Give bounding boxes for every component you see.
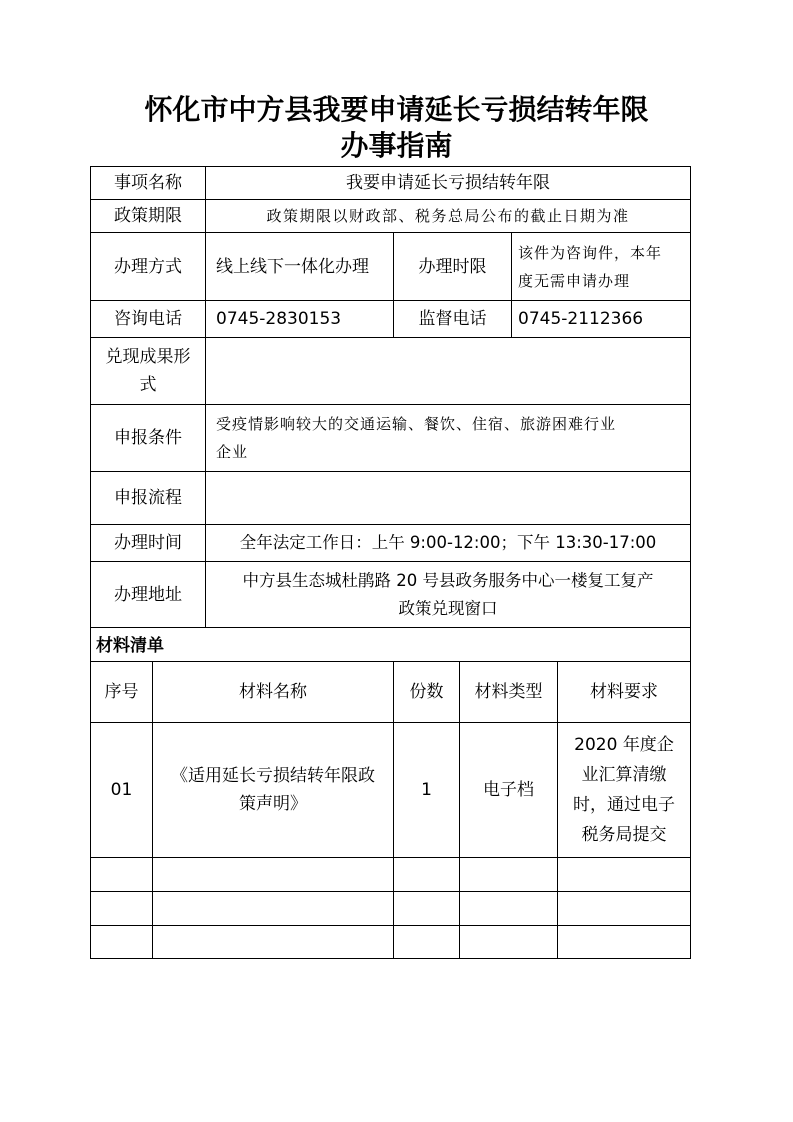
office-hours-label: 办理时间 xyxy=(114,533,182,553)
supervise-phone-label: 监督电话 xyxy=(418,309,487,329)
time-limit-label: 办理时限 xyxy=(418,256,487,277)
policy-period-value: 政策期限以财政部、税务总局公布的截止日期为准 xyxy=(266,207,630,225)
material-req-line-3: 时，通过电子 xyxy=(573,795,675,815)
item-name-label: 事项名称 xyxy=(114,173,182,193)
time-limit-value-line-2: 度无需申请办理 xyxy=(518,271,631,290)
materials-section-title: 材料清单 xyxy=(96,636,164,656)
time-limit-value-line-1: 该件为咨询件，本年 xyxy=(518,243,663,262)
material-requirement xyxy=(558,723,690,857)
header-type: 材料类型 xyxy=(474,682,543,702)
material-type: 电子档 xyxy=(483,780,534,800)
header-no: 序号 xyxy=(104,682,139,702)
conditions-value-line-1: 受疫情影响较大的交通运输、餐饮、住宿、旅游困难行业 xyxy=(216,415,617,433)
table-border xyxy=(90,891,691,892)
item-name-value: 我要申请延长亏损结转年限 xyxy=(346,173,550,193)
table-border xyxy=(90,958,691,959)
address-value-line-2: 政策兑现窗口 xyxy=(398,598,498,618)
table-border xyxy=(690,166,691,627)
process-value xyxy=(206,472,690,524)
table-border xyxy=(90,857,691,858)
header-requirement: 材料要求 xyxy=(590,682,658,702)
material-name-line-2: 策声明》 xyxy=(239,794,307,814)
handling-method-value: 线上线下一体化办理 xyxy=(216,256,369,277)
table-border xyxy=(690,627,691,959)
supervise-phone-value: 0745-2112366 xyxy=(518,309,644,329)
conditions-value-line-2: 企业 xyxy=(216,443,249,461)
material-req-line-4: 税务局提交 xyxy=(581,825,667,845)
consult-phone-value: 0745-2830153 xyxy=(216,309,342,329)
policy-period-label: 政策期限 xyxy=(114,206,182,226)
address-value-line-1: 中方县生态城杜鹃路 20 号县政务服务中心一楼复工复产 xyxy=(242,570,654,590)
time-limit-value xyxy=(512,233,690,300)
address-label: 办理地址 xyxy=(114,584,182,605)
material-name-line-1: 《适用延长亏损结转年限政 xyxy=(171,766,375,786)
page-title-line-2: 办事指南 xyxy=(340,129,453,162)
office-hours-value: 全年法定工作日：上午 9:00-12:00；下午 13:30-17:00 xyxy=(239,533,657,552)
page-title-line-1: 怀化市中方县我要申请延长亏损结转年限 xyxy=(144,93,649,126)
result-form-label-line-1: 兑现成果形 xyxy=(105,347,191,367)
table-border xyxy=(90,925,691,926)
material-req-line-1: 2020 年度企 xyxy=(574,735,674,755)
handling-method-label: 办理方式 xyxy=(114,256,182,277)
result-form-label xyxy=(91,338,205,404)
result-form-label-line-2: 式 xyxy=(139,375,157,395)
conditions-label: 申报条件 xyxy=(114,428,182,448)
result-form-value xyxy=(206,338,690,404)
process-label: 申报流程 xyxy=(114,488,182,508)
conditions-value xyxy=(206,405,690,471)
material-name xyxy=(153,723,393,857)
table-border xyxy=(90,627,691,628)
consult-phone-label: 咨询电话 xyxy=(114,309,182,329)
material-copies: 1 xyxy=(421,780,432,800)
address-value xyxy=(206,562,690,627)
header-name: 材料名称 xyxy=(239,682,307,702)
material-no: 01 xyxy=(110,780,133,800)
header-copies: 份数 xyxy=(409,682,444,702)
material-req-line-2: 业汇算清缴 xyxy=(581,765,667,785)
